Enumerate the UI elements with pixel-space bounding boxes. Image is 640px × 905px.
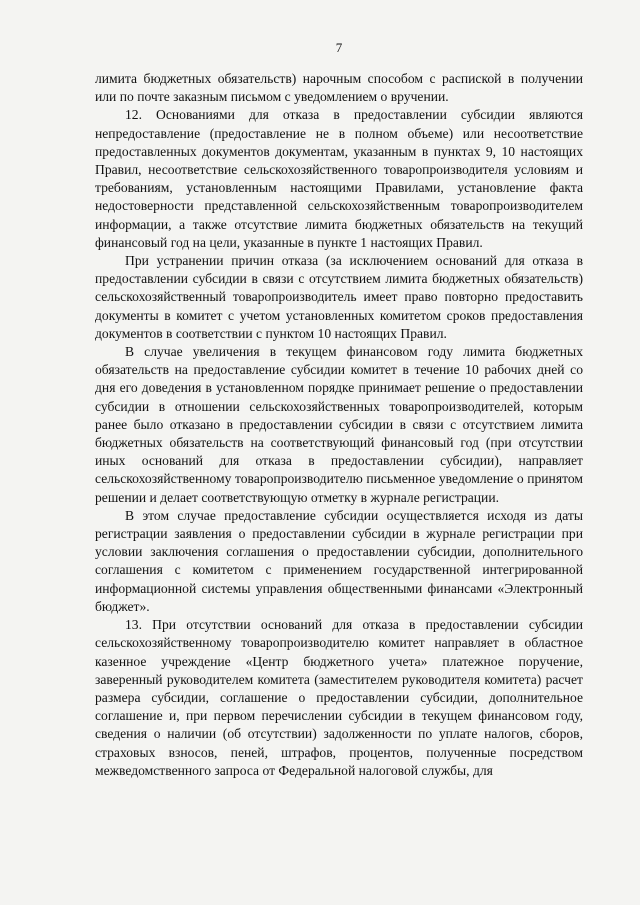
paragraph-continuation: лимита бюджетных обязательств) нарочным способом с распиской в получении или по почте заказным письмом с уведомлением о вручении. [95, 71, 583, 105]
paragraph-clause-13: 13. При отсутствии оснований для отказа в предоставлении субсидии сельскохозяйственному товаропроизводителю комитет направляет в областное казенное учреждение «Центр бюджетного учета» платежное поручение, заверенный руководителем комитета (заместителем руководителя комитета) расчет размера субсидии, соглашение о предоставлении субсидии, дополнительное соглашение и, при первом перечислении субсидии в текущем финансовом году, сведения о наличии (об отсутствии) задолженности по уплате налогов, сборов, страховых взносов, пеней, штрафов, процентов, полученные посредством межведомственного запроса от Федеральной налоговой службы, для [95, 617, 583, 778]
paragraph-registration-order: В этом случае предоставление субсидии осуществляется исходя из даты регистрации заявления о предоставлении субсидии в журнале регистрации при условии заключения соглашения о предоставлении субсидии, дополнительного соглашения с комитетом с применением государственной интегрированной информационной системы управления общественными финансами «Электронный бюджет». [95, 507, 583, 614]
paragraph-clause-12: 12. Основаниями для отказа в предоставлении субсидии являются непредоставление (предоставление не в полном объеме) или несоответствие предоставленных документов документам, указанным в пунктах 9, 10 настоящих Правил, несоответствие сельскохозяйственного товаропроизводителя условиям и требованиям, установленным настоящими Правилами, установление факта недостоверности представленной сельскохозяйственным товаропроизводителем информации, а также отсутствие лимита бюджетных обязательств на текущий финансовый год на цели, указанные в пункте 1 настоящих Правил. [95, 107, 583, 250]
paragraph-refusal-correction: При устранении причин отказа (за исключением оснований для отказа в предоставлении субсидии в связи с отсутствием лимита бюджетных обязательств) сельскохозяйственный товаропроизводитель имеет право повторно предоставить документы в комитет с учетом установленных комитетом сроков предоставления документов в соответствии с пунктом 10 настоящих Правил. [95, 253, 583, 341]
paragraph-limit-increase: В случае увеличения в текущем финансовом году лимита бюджетных обязательств на предоставление субсидии комитет в течение 10 рабочих дней со дня его доведения в установленном порядке принимает решение о предоставлении субсидии в отношении сельскохозяйственных товаропроизводителей, которым ранее было отказано в предоставлении субсидии в связи с отсутствием лимита бюджетных обязательств на соответствующий финансовый год (при отсутствии иных оснований для отказа в предоставлении субсидии), направляет сельскохозяйственному товаропроизводителю письменное уведомление о принятом решении и делает соответствующую отметку в журнале регистрации. [95, 344, 583, 505]
page-number: 7 [335, 40, 343, 55]
